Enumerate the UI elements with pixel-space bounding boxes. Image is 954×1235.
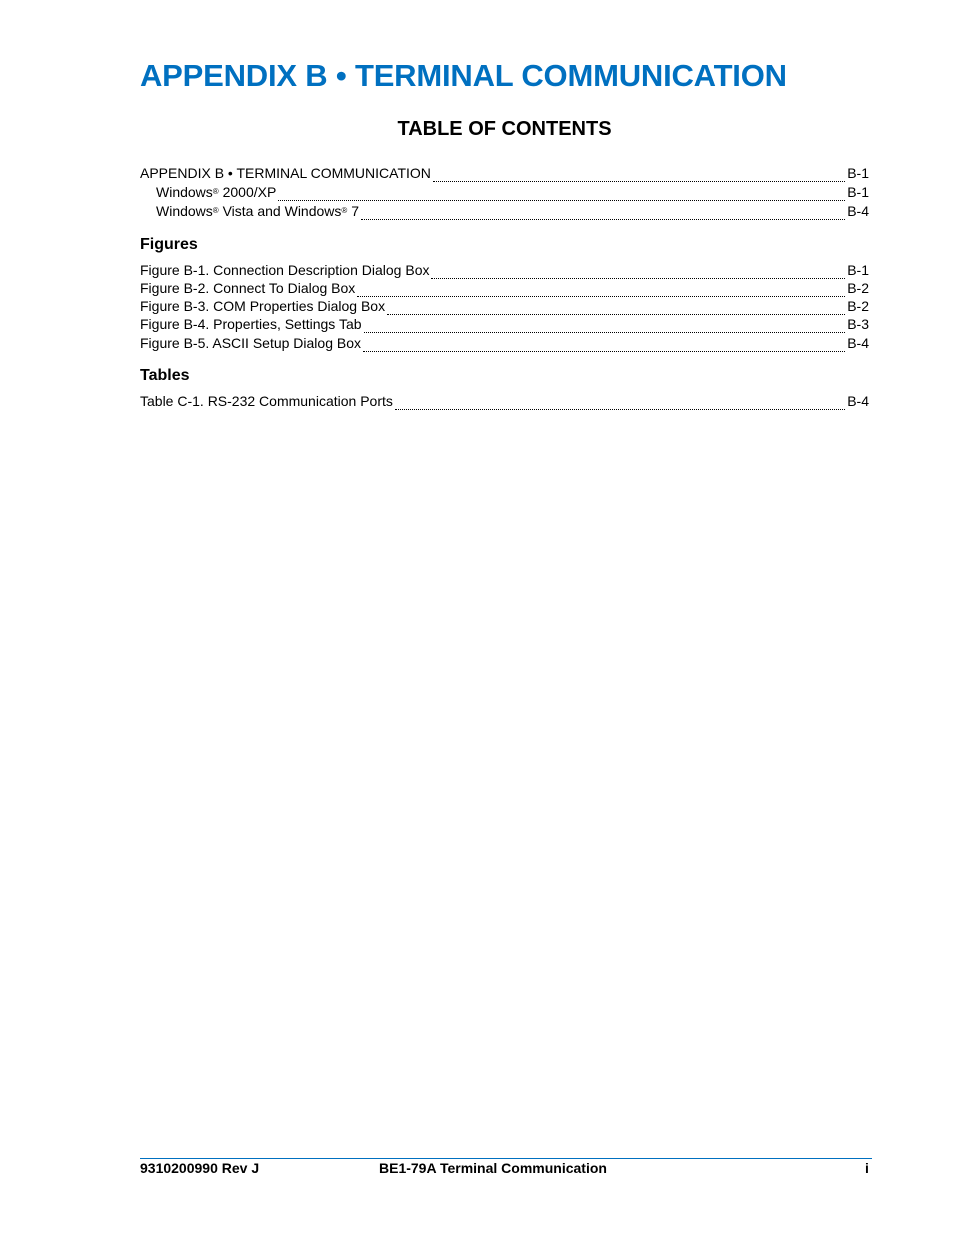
dot-leader [363,339,845,352]
table-entry[interactable] [140,392,869,410]
toc-entry-page: B-1 [847,184,869,200]
figure-entry-page: B-1 [847,262,869,278]
dot-leader [433,169,845,182]
figure-entry-text: Figure B-5. ASCII Setup Dialog Box [140,335,361,351]
figure-entry-text: Figure B-3. COM Properties Dialog Box [140,298,386,314]
figure-entry-page: B-2 [847,298,869,314]
table-entry-text: Table C-1. RS-232 Communication Ports [140,393,393,409]
footer-page-number: i [865,1160,869,1176]
dot-leader [387,302,845,315]
dot-leader [278,188,845,201]
dot-leader [395,397,845,410]
toc-heading: TABLE OF CONTENTS [397,118,612,140]
figures-heading: Figures [140,236,198,253]
figure-entry[interactable] [140,334,869,352]
figure-entry[interactable] [140,261,869,279]
figure-entry[interactable] [140,297,869,315]
figure-entry-page: B-4 [847,335,869,351]
toc-entry-text: APPENDIX B • TERMINAL COMMUNICATION [140,165,431,181]
toc-entry-text: Windows® 2000/XP [156,184,277,200]
figure-entry-text: Figure B-1. Connection Description Dialog Box [140,262,430,278]
footer-rule [140,1158,872,1159]
dot-leader [357,284,845,297]
dot-leader [361,207,845,220]
figure-entry-text: Figure B-2. Connect To Dialog Box [140,280,356,296]
toc-entry-appendix-b[interactable] [140,164,869,182]
figure-entry-page: B-3 [847,316,869,332]
toc-entry-text: Windows® Vista and Windows® 7 [156,203,359,219]
toc-entry-page: B-1 [847,165,869,181]
toc-entry-windows-vista-7[interactable] [156,202,869,220]
figure-entry-text: Figure B-4. Properties, Settings Tab [140,316,362,332]
table-entry-page: B-4 [847,393,869,409]
tables-heading: Tables [140,367,190,384]
dot-leader [431,266,845,279]
figure-entry[interactable] [140,315,869,333]
figure-entry[interactable] [140,279,869,297]
footer-doc-number: 9310200990 Rev J [140,1160,260,1176]
toc-entry-windows-2000-xp[interactable] [156,183,869,201]
dot-leader [364,320,846,333]
footer-doc-title: BE1-79A Terminal Communication [379,1160,607,1176]
figure-entry-page: B-2 [847,280,869,296]
toc-entry-page: B-4 [847,203,869,219]
page-title: APPENDIX B • TERMINAL COMMUNICATION [140,58,787,93]
